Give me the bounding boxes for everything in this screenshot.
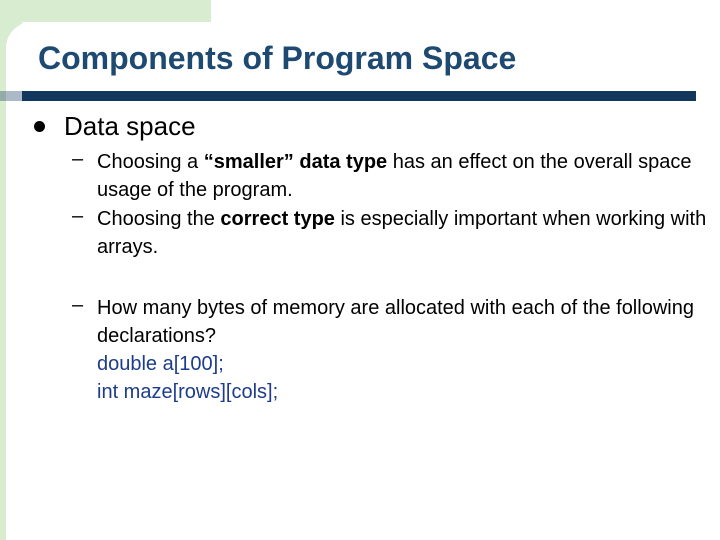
code-line-double: double a[100];	[97, 353, 224, 375]
subbullet-text: has an effect on the overall space usage of the program.	[97, 151, 692, 201]
subbullet-correct-type	[97, 205, 707, 261]
subbullet-emphasis: “smaller” data type	[203, 151, 388, 173]
code-line-int-maze: int maze[rows][cols];	[97, 381, 279, 403]
subbullet-text: is especially important when working with arrays.	[97, 208, 707, 258]
dash-icon: –	[72, 205, 84, 227]
title-rule-tab	[0, 91, 22, 101]
subbullet-smaller-type	[97, 148, 707, 204]
bullet-data-space: Data space	[64, 111, 196, 141]
slide-title: Components of Program Space	[38, 40, 517, 76]
subbullet-text: Choosing a	[97, 151, 204, 173]
bullet-dot-icon	[34, 121, 45, 132]
dash-icon: –	[72, 148, 84, 170]
dash-icon: –	[72, 294, 84, 316]
subbullet-emphasis: correct type	[220, 208, 335, 230]
subbullet-memory-question	[97, 294, 707, 406]
subbullet-question-text: How many bytes of memory are allocated with each of the following declarations?	[97, 297, 694, 347]
top-decorative-band	[0, 0, 211, 22]
title-underline-rule	[22, 91, 696, 101]
subbullet-text: Choosing the	[97, 208, 221, 230]
